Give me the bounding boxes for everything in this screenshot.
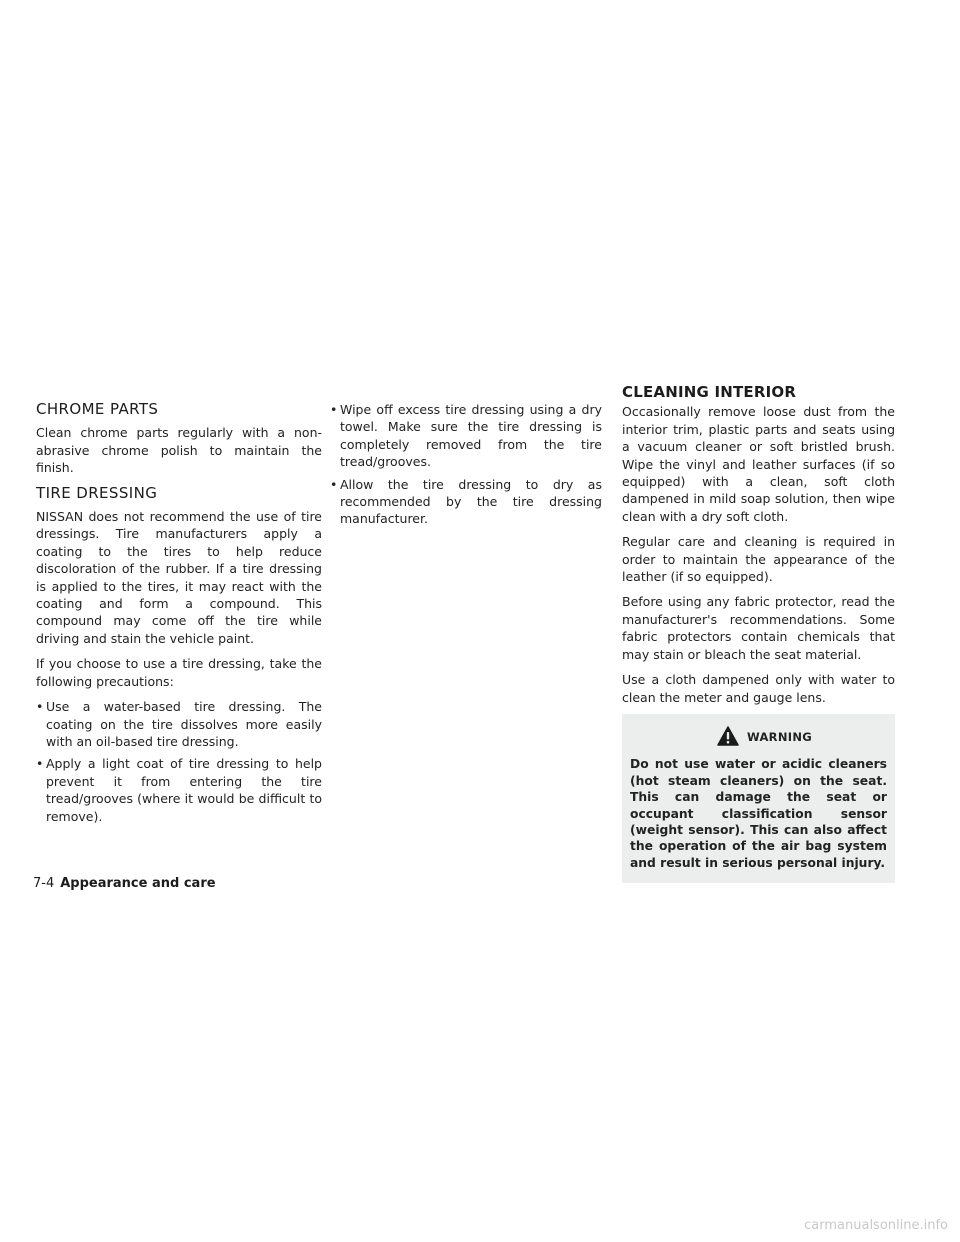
- chrome-parts-heading: CHROME PARTS: [36, 400, 159, 418]
- precautions-list-right: [330, 401, 602, 528]
- chapter-title: Appearance and care: [60, 876, 216, 891]
- cleaning-interior-paragraph: Regular care and cleaning is required in order to maintain the appearance of the leather (if so equipped).: [622, 534, 895, 585]
- warning-triangle-icon: [717, 726, 739, 750]
- warning-text: Do not use water or acidic cleaners (hot steam cleaners) on the seat. This can damage the seat or occupant classification sensor (weight sensor). This can also affect the operation of the air bag system and result in serious personal injury.: [630, 757, 887, 870]
- precautions-list-left: [36, 698, 322, 825]
- page-footer: [33, 876, 216, 891]
- warning-label: WARNING: [747, 730, 812, 745]
- cleaning-interior-paragraph: Occasionally remove loose dust from the interior trim, plastic parts and seats using a vacuum cleaner or soft bristled brush. Wipe the vinyl and leather surfaces (if so equipped) with a clean, soft cloth dampened in mild soap solution, then wipe clean with a dry soft cloth.: [622, 404, 895, 524]
- list-item: • Allow the tire dressing to dry as recommended by the tire dressing manufacturer.: [330, 476, 602, 528]
- chrome-parts-body: Clean chrome parts regularly with a non-abrasive chrome polish to maintain the finish.: [36, 425, 322, 476]
- tire-dressing-heading: TIRE DRESSING: [36, 483, 158, 502]
- list-item: • Wipe off excess tire dressing using a dry towel. Make sure the tire dressing is completely removed from the tire tread/grooves.: [330, 401, 602, 471]
- right-column: [622, 384, 895, 883]
- cleaning-interior-paragraph: Use a cloth dampened only with water to clean the meter and gauge lens.: [622, 672, 895, 705]
- tire-dressing-precautions-lead: If you choose to use a tire dressing, take the following precautions:: [36, 656, 322, 689]
- cleaning-interior-paragraph: Before using any fabric protector, read the manufacturer's recommendations. Some fabric protectors contain chemicals that may stain or bleach the seat material.: [622, 594, 895, 662]
- middle-column: [330, 401, 602, 533]
- warning-box: [622, 714, 895, 883]
- watermark: carmanualsonline.info: [804, 1218, 948, 1233]
- list-item: • Apply a light coat of tire dressing to help prevent it from entering the tire tread/grooves (where it would be difficult to remove).: [36, 755, 322, 825]
- list-item: • Use a water-based tire dressing. The coating on the tire dissolves more easily with an oil-based tire dressing.: [36, 698, 322, 750]
- tire-dressing-intro: NISSAN does not recommend the use of tire dressings. Tire manufacturers apply a coating to the tires to help reduce discoloration of the rubber. If a tire dressing is applied to the tires, it may react with the coating and form a compound. This compound may come off the tire while driving and stain the vehicle paint.: [36, 509, 322, 646]
- page-number: 7-4: [33, 876, 55, 891]
- left-column: [36, 401, 322, 830]
- cleaning-interior-heading: CLEANING INTERIOR: [622, 383, 797, 401]
- warning-header: [630, 726, 887, 750]
